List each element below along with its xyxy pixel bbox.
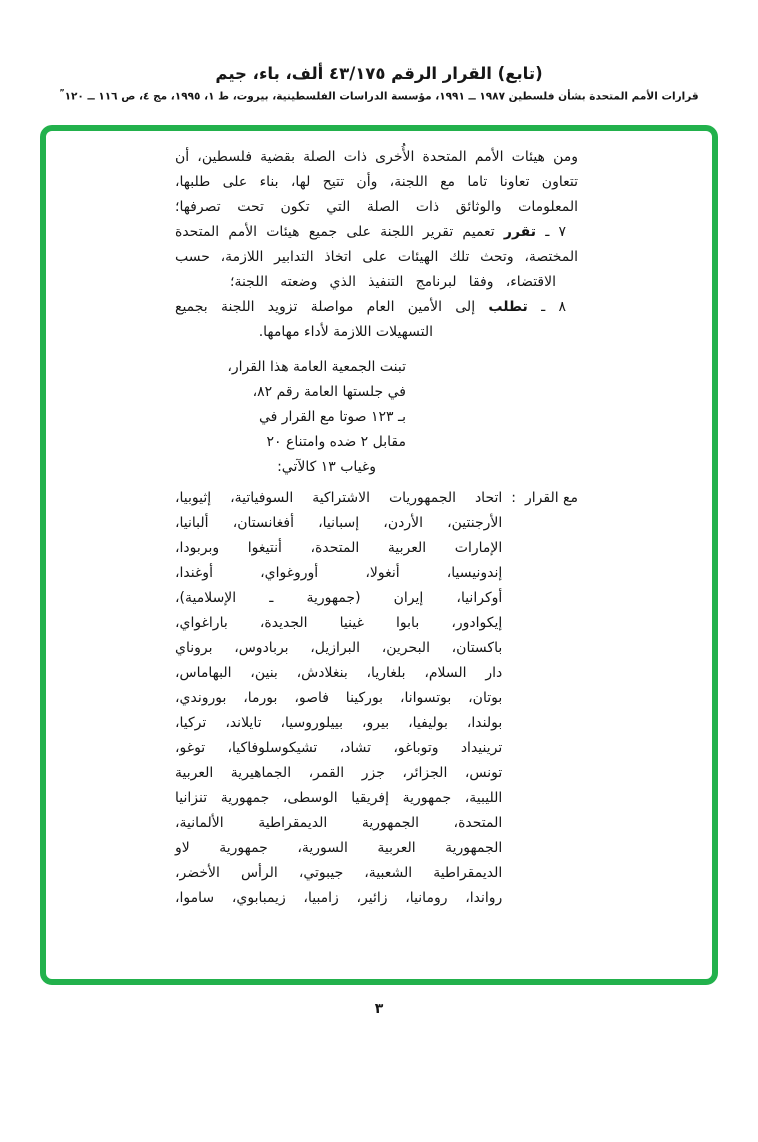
vote-for-label: مع القرار	[524, 489, 578, 506]
country-line: المتحدة، الجمهورية الديمقراطية الألمانية،	[175, 814, 503, 831]
adoption-line: مقابل ٢ ضده وامتناع ٢٠	[266, 433, 406, 450]
document-page	[0, 64, 758, 1142]
country-line: رواندا، رومانيا، زائير، زامبيا، زيمبابوي، ساموا،	[175, 889, 503, 906]
country-line: اتحاد الجمهوريات الاشتراكية السوفياتية، إثيوبيا،	[175, 489, 503, 506]
page-number: ٣	[374, 1000, 384, 1017]
country-line: الجمهورية العربية السورية، جمهورية لاو	[175, 839, 503, 856]
adoption-note	[206, 355, 406, 480]
source-note-mark: ”	[59, 88, 65, 97]
adoption-line: في جلستها العامة رقم ٨٢،	[252, 383, 406, 400]
country-line: الديمقراطية الشعبية، جيبوتي، الرأس الأخضر،	[175, 864, 503, 881]
body-line: تتعاون تعاونا تاما مع اللجنة، وأن تتيح لها، بناء على طلبها،	[175, 173, 578, 190]
operative-verb: تقرر	[503, 223, 536, 240]
resolution-body	[175, 145, 578, 345]
content-frame	[40, 125, 718, 985]
item-number: ٧ ـ	[545, 223, 567, 240]
resolution-title: (تابع) القرار الرقم ٤٣/١٧٥ ألف، باء، جيم	[215, 64, 543, 83]
country-line: دار السلام، بلغاريا، بنغلادش، بنين، البهاماس،	[175, 664, 503, 681]
vote-label-colon: :	[511, 489, 516, 506]
country-line: بولندا، بوليفيا، بيرو، بييلوروسيا، تايلاند، تركيا،	[175, 714, 503, 731]
item-text: إلى الأمين العام مواصلة تزويد اللجنة بجميع	[175, 298, 476, 315]
adoption-line: تبنت الجمعية العامة هذا القرار،	[227, 358, 406, 375]
operative-verb: تطلب	[488, 298, 528, 315]
vote-country-list	[175, 486, 502, 911]
adoption-line: وغياب ١٣ كالآتي:	[277, 458, 376, 475]
operative-item-8	[175, 295, 578, 320]
item-text: تعميم تقرير اللجنة على جميع هيئات الأمم المتحدة	[175, 223, 495, 240]
body-line: التسهيلات اللازمة لأداء مهامها.	[258, 323, 433, 340]
country-line: أوكرانيا، إيران (جمهورية ـ الإسلامية)،	[175, 589, 503, 606]
country-line: بوتان، بوتسوانا، بوركينا فاصو، بورما، بوروندي،	[175, 689, 503, 706]
body-line: المعلومات والوثائق ذات الصلة التي تكون تحت تصرفها؛	[175, 198, 578, 215]
country-line: الليبية، جمهورية إفريقيا الوسطى، جمهورية تنزانيا	[175, 789, 503, 806]
body-line: ومن هيئات الأمم المتحدة الأُخرى ذات الصلة بقضية فلسطين، أن	[175, 148, 578, 165]
country-line: إندونيسيا، أنغولا، أوروغواي، أوغندا،	[175, 564, 503, 581]
country-line: الأرجنتين، الأردن، إسبانيا، أفغانستان، ألبانيا،	[175, 514, 503, 531]
country-line: ترينيداد وتوباغو، تشاد، تشيكوسلوفاكيا، توغو،	[175, 739, 503, 756]
country-line: باكستان، البحرين، البرازيل، بربادوس، بروناي	[175, 639, 503, 656]
source-citation	[0, 88, 758, 103]
adoption-line: بـ ١٢٣ صوتا مع القرار في	[258, 408, 406, 425]
operative-item-7	[175, 220, 578, 245]
country-line: الإمارات العربية المتحدة، أنتيغوا وبربودا،	[175, 539, 503, 556]
body-line: المختصة، وتحث تلك الهيئات على اتخاذ التدابير اللازمة، حسب	[175, 248, 578, 265]
country-line: تونس، الجزائر، جزر القمر، الجماهيرية العربية	[175, 764, 503, 781]
country-line: إيكوادور، بابوا غينيا الجديدة، باراغواي،	[175, 614, 503, 631]
item-number: ٨ ـ	[541, 298, 566, 315]
vote-record	[175, 486, 578, 911]
page-header	[0, 64, 758, 103]
source-citation-text: قرارات الأمم المتحدة بشأن فلسطين ١٩٨٧ ــ ١٩٩١، مؤسسة الدراسات الفلسطينية، بيروت، ط ١، ١٩٩٥، مج ٤، ص ١١٦ ــ ١٢٠	[64, 90, 699, 103]
body-line: الاقتضاء، وفقا لبرنامج التنفيذ الذي وضعته اللجنة؛	[230, 273, 556, 290]
